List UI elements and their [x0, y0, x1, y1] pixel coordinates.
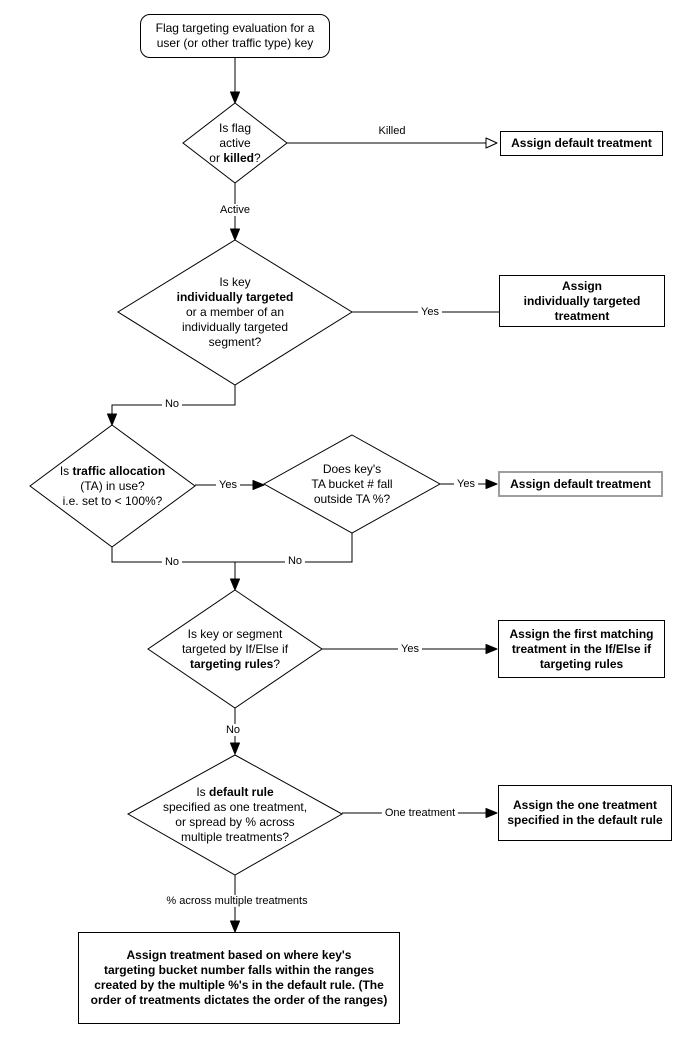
terminal-assign-one-treatment — [498, 785, 672, 841]
arrowhead-no-to-default-rule-check — [231, 743, 240, 754]
decision-individually-targeted — [118, 240, 352, 385]
arrowhead-yes-to-first-matching — [486, 645, 497, 654]
edge-label-yes-individual: Yes — [418, 306, 442, 318]
edge-label-no-ta: No — [162, 556, 182, 568]
edge-label-yes-ta: Yes — [216, 479, 240, 491]
terminal-assign-one-treatment-label: Assign the one treatment specified in the default rule — [507, 798, 663, 827]
edge-label-active: Active — [217, 204, 253, 216]
edge-label-pct-across: % across multiple treatments — [163, 895, 310, 907]
decision-traffic-allocation — [30, 425, 195, 547]
terminal-assign-default-2 — [498, 471, 663, 497]
arrowhead-one-treatment — [486, 809, 497, 818]
decision-targeting-rules-label: Is key or segment targeted by If/Else if targeting rules? — [181, 626, 289, 671]
arrowhead-start-to-flag-check — [231, 92, 240, 103]
arrowhead-killed-open — [486, 138, 497, 148]
arrowhead-merge-to-rules-check — [231, 579, 240, 590]
decision-individually-targeted-label: Is key individually targeted or a member of an individually targeted segment? — [176, 275, 294, 349]
terminal-assign-by-ranges — [78, 932, 400, 1024]
edge-label-yes-rules: Yes — [398, 643, 422, 655]
edge-label-no-rules: No — [223, 724, 243, 736]
edge-label-yes-outside: Yes — [454, 478, 478, 490]
terminal-assign-individually-targeted — [499, 275, 665, 327]
terminal-assign-default-1-label: Assign default treatment — [511, 136, 652, 150]
decision-targeting-rules — [148, 590, 322, 708]
terminal-assign-default-1 — [500, 131, 663, 156]
decision-flag-active-label: Is flag active or killed? — [209, 120, 261, 165]
decision-default-rule-label: Is default rule specified as one treatment, or spread by % across multiple treatments? — [162, 785, 308, 844]
terminal-assign-by-ranges-label: Assign treatment based on where key's targeting bucket number falls within the ranges created by the multiple %'s in the default rule. (The order of treatments dictates the order of the ranges) — [90, 948, 388, 1007]
terminal-assign-first-matching-label: Assign the first matching treatment in the If/Else if targeting rules — [509, 626, 654, 671]
terminal-assign-default-2-label: Assign default treatment — [510, 476, 651, 491]
arrowhead-active — [231, 229, 240, 240]
arrowhead-no-to-ta-check — [108, 414, 117, 425]
edge-label-no-outside: No — [285, 555, 305, 567]
terminal-assign-first-matching — [498, 620, 665, 678]
start-node — [140, 14, 330, 58]
decision-flag-active — [183, 103, 287, 183]
decision-ta-bucket-label: Does key's TA bucket # fall outside TA %? — [311, 461, 393, 506]
start-node-label: Flag targeting evaluation for a user (or other traffic type) key — [155, 21, 315, 50]
decision-default-rule — [128, 755, 342, 875]
arrowhead-pct-across — [231, 921, 240, 932]
edge-label-one-treatment: One treatment — [382, 807, 458, 819]
decision-traffic-allocation-label: Is traffic allocation (TA) in use? i.e. set to < 100%? — [59, 463, 166, 508]
arrowhead-yes-to-default-2 — [486, 480, 497, 489]
terminal-assign-individually-targeted-label: Assign individually targeted treatment — [523, 278, 641, 323]
decision-ta-bucket — [264, 435, 440, 533]
arrowhead-yes-to-bucket-check — [253, 481, 264, 490]
edge-label-no-individual: No — [162, 398, 182, 410]
edge-label-killed: Killed — [376, 125, 409, 137]
